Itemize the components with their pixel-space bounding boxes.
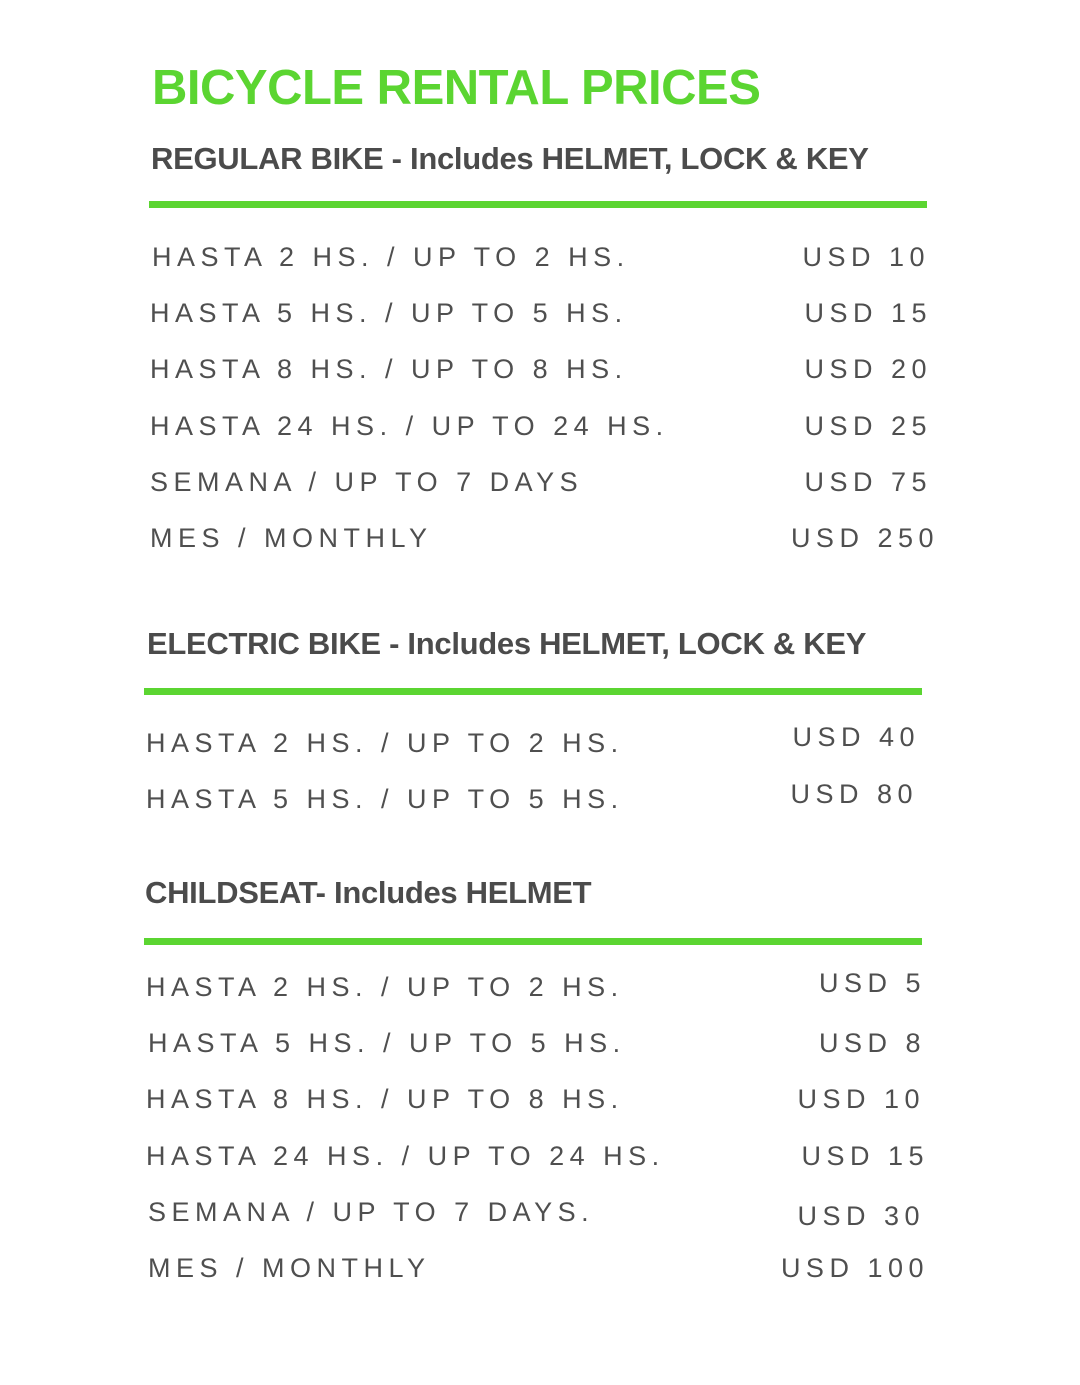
price-row-label: HASTA 2 HS. / UP TO 2 HS.	[146, 728, 624, 758]
price-row-value: USD 15	[801, 1141, 929, 1171]
price-row-value: USD 10	[802, 242, 930, 272]
price-row-label: HASTA 24 HS. / UP TO 24 HS.	[150, 411, 669, 441]
price-row-value: USD 75	[804, 467, 932, 497]
price-row-label: HASTA 2 HS. / UP TO 2 HS.	[146, 972, 624, 1002]
price-row-value: USD 8	[818, 1028, 926, 1058]
price-row-label: SEMANA / UP TO 7 DAYS.	[148, 1197, 595, 1227]
price-row-value: USD 100	[780, 1253, 929, 1283]
price-row-value: USD 5	[818, 968, 926, 998]
price-row-value: USD 25	[804, 411, 932, 441]
section-divider	[149, 201, 927, 208]
price-row-label: SEMANA / UP TO 7 DAYS	[150, 467, 584, 497]
section-heading-regular-bike: REGULAR BIKE - Includes HELMET, LOCK & KEY	[151, 141, 869, 176]
section-divider	[144, 688, 922, 695]
price-row-label: HASTA 5 HS. / UP TO 5 HS.	[150, 298, 628, 328]
price-row-label: HASTA 2 HS. / UP TO 2 HS.	[152, 242, 630, 272]
price-row-value: USD 20	[804, 354, 932, 384]
price-row-value: USD 80	[790, 779, 918, 809]
section-divider	[144, 938, 922, 945]
price-row-label: HASTA 8 HS. / UP TO 8 HS.	[146, 1084, 624, 1114]
price-row-label: HASTA 24 HS. / UP TO 24 HS.	[146, 1141, 665, 1171]
price-row-value: USD 250	[790, 523, 939, 553]
price-row-value: USD 15	[804, 298, 932, 328]
price-row-label: MES / MONTHLY	[150, 523, 433, 553]
price-row-label: HASTA 5 HS. / UP TO 5 HS.	[146, 784, 624, 814]
page-title: BICYCLE RENTAL PRICES	[152, 61, 761, 115]
price-row-value: USD 10	[797, 1084, 925, 1114]
section-heading-electric-bike: ELECTRIC BIKE - Includes HELMET, LOCK & KEY	[147, 626, 867, 661]
price-row-label: HASTA 8 HS. / UP TO 8 HS.	[150, 354, 628, 384]
price-row-value: USD 40	[792, 722, 920, 752]
section-heading-childseat: CHILDSEAT- Includes HELMET	[145, 875, 592, 910]
price-row-value: USD 30	[797, 1201, 925, 1231]
price-row-label: MES / MONTHLY	[148, 1253, 431, 1283]
price-row-label: HASTA 5 HS. / UP TO 5 HS.	[148, 1028, 626, 1058]
